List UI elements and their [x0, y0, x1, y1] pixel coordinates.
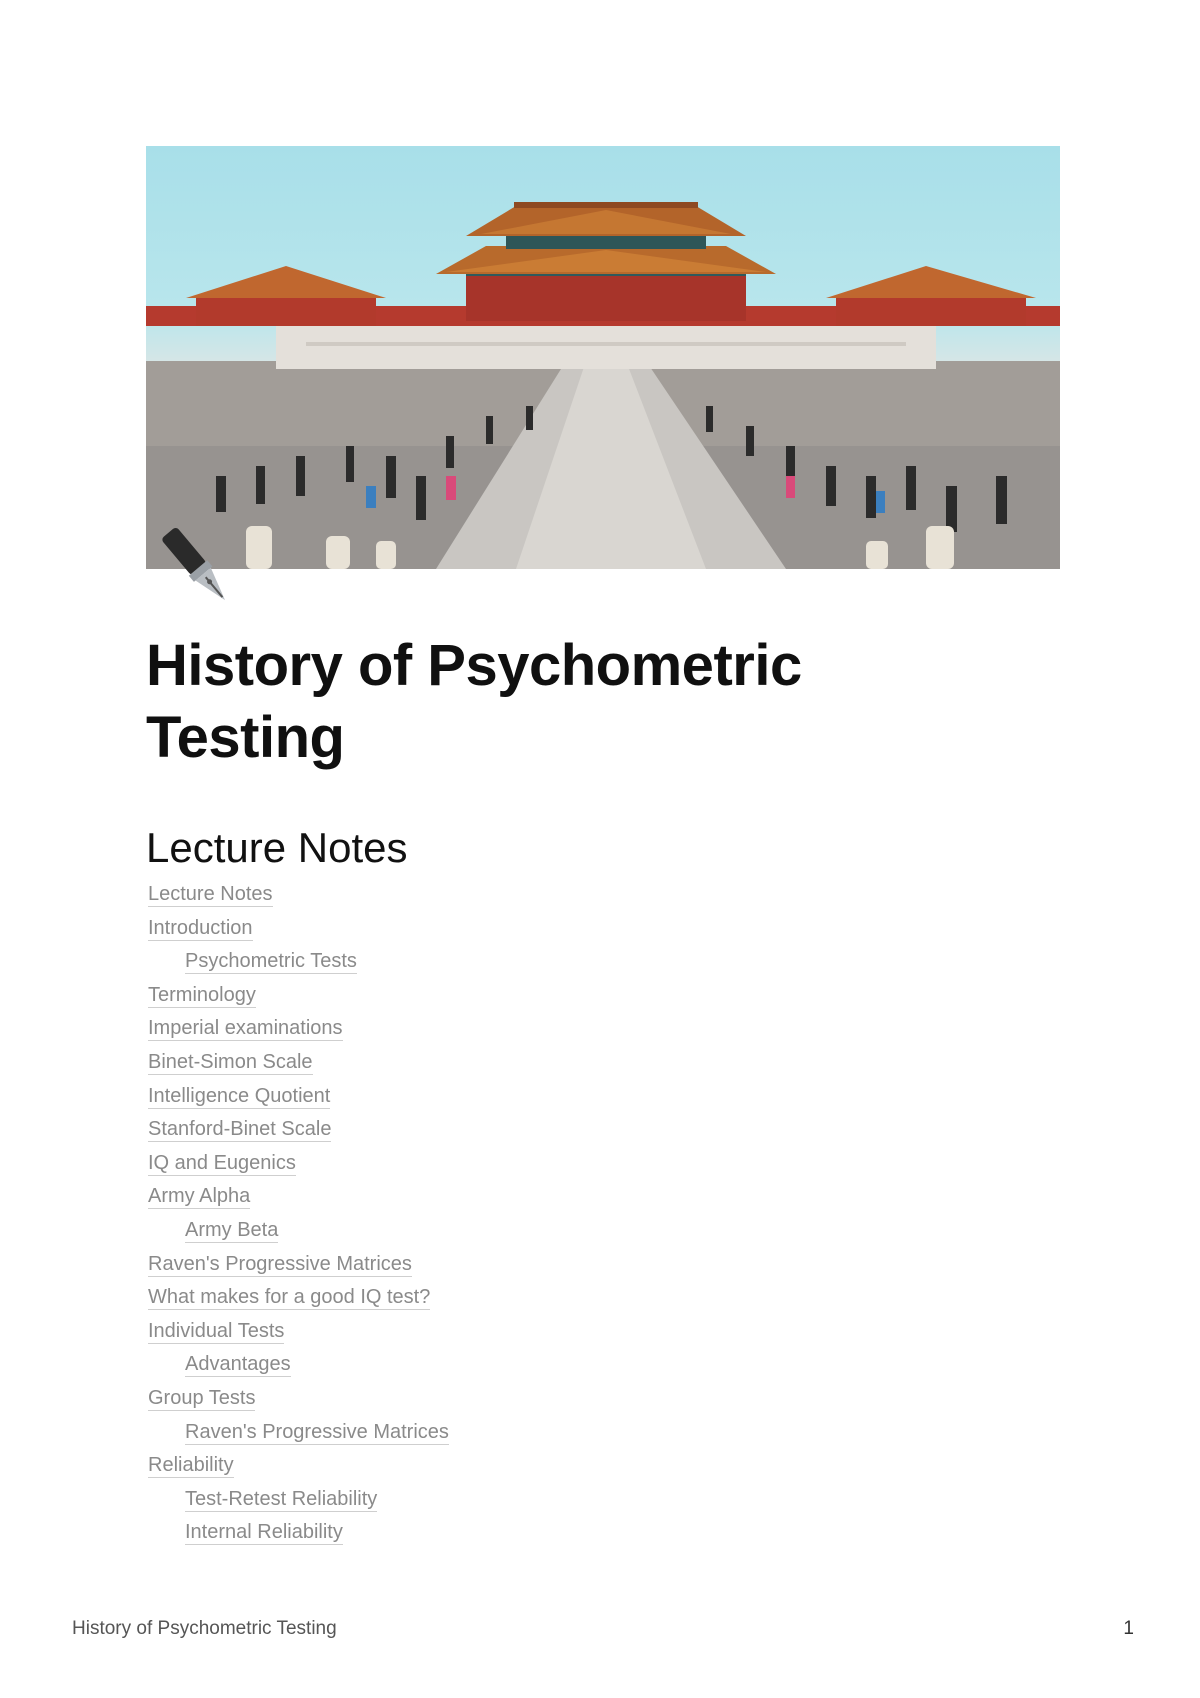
toc-subitem[interactable]: Psychometric Tests	[185, 950, 357, 973]
toc-subitem[interactable]: Test-Retest Reliability	[185, 1487, 378, 1510]
toc-subitem[interactable]: Advantages	[185, 1353, 291, 1376]
toc-item[interactable]: Lecture Notes	[148, 883, 273, 905]
toc-item[interactable]: IQ and Eugenics	[148, 1151, 296, 1174]
toc-item[interactable]: Stanford-Binet Scale	[148, 1118, 332, 1141]
toc-item[interactable]: Raven's Progressive Matrices	[148, 1252, 412, 1275]
toc-item[interactable]: Individual Tests	[148, 1319, 285, 1342]
footer-title: History of Psychometric Testing	[72, 1618, 337, 1639]
page-number: 1	[1123, 1618, 1134, 1639]
toc-item[interactable]: Imperial examinations	[148, 1017, 343, 1040]
toc-item[interactable]: Terminology	[148, 983, 256, 1006]
toc-item[interactable]: What makes for a good IQ test?	[148, 1286, 431, 1309]
table-of-contents	[148, 878, 449, 1550]
fountain-pen-icon	[150, 520, 246, 616]
page-title: History of Psychometric Testing	[146, 633, 802, 770]
toc-subitem[interactable]: Army Beta	[185, 1218, 279, 1241]
toc-subitem[interactable]: Raven's Progressive Matrices	[185, 1420, 449, 1443]
toc-item[interactable]: Intelligence Quotient	[148, 1084, 331, 1107]
toc-item[interactable]: Binet-Simon Scale	[148, 1050, 313, 1073]
toc-item[interactable]: Group Tests	[148, 1386, 256, 1409]
toc-subitem[interactable]: Internal Reliability	[185, 1521, 343, 1544]
section-heading: Lecture Notes	[146, 824, 408, 871]
toc-item[interactable]: Army Alpha	[148, 1185, 251, 1208]
cover-image	[146, 146, 1060, 569]
toc-item[interactable]: Reliability	[148, 1454, 234, 1477]
toc-item[interactable]: Introduction	[148, 916, 253, 939]
